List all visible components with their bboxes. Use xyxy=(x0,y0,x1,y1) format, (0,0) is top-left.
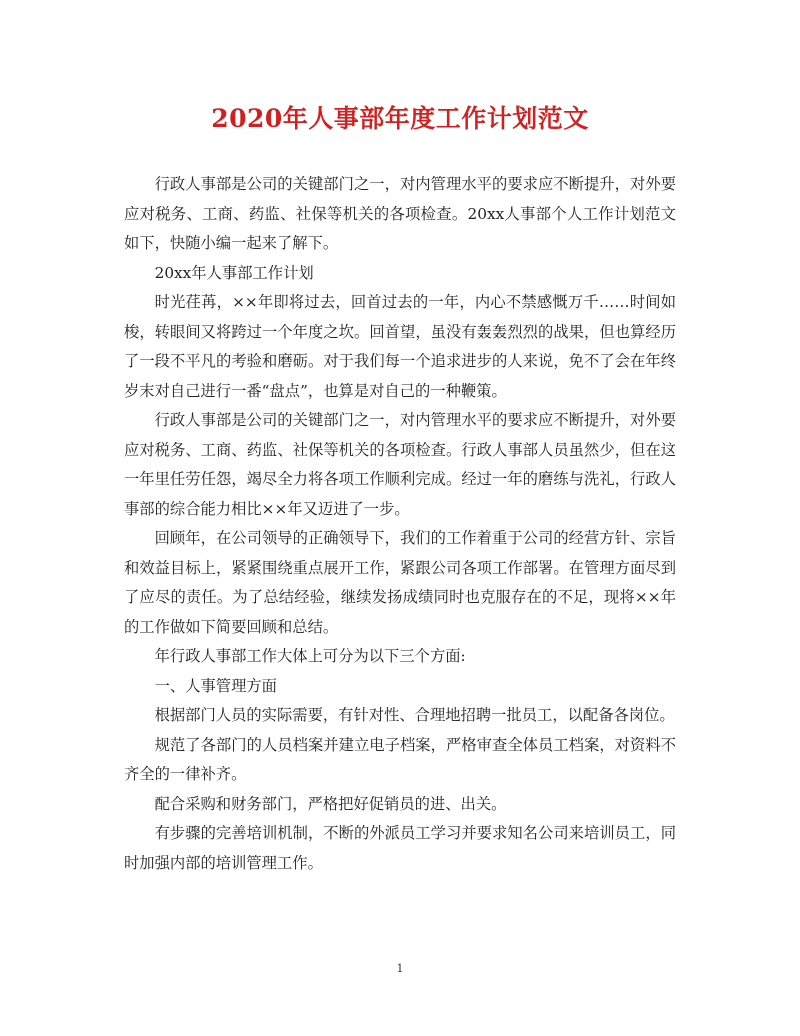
paragraph-reflection: 时光荏苒，××年即将过去，回首过去的一年，内心不禁感慨万千……时间如梭，转眼间又将跨过一个年度之坎。回首望，虽没有轰轰烈烈的战果，但也算经历了一段不平凡的考验和磨砺。对于我们每一个追求进步的人来说，免不了会在年终岁末对自己进行一番“盘点”，也算是对自己的一种鞭策。 xyxy=(124,293,676,400)
section-heading-hr-management: 一、人事管理方面 xyxy=(154,676,277,695)
paragraph-training: 有步骤的完善培训机制，不断的外派员工学习并要求知名公司来培训员工，同时加强内部的培训管理工作。 xyxy=(124,824,676,872)
paragraph-plan-heading: 20xx年人事部工作计划 xyxy=(154,263,314,282)
paragraph-department-role: 行政人事部是公司的关键部门之一，对内管理水平的要求应不断提升，对外要应对税务、工商、药监、社保等机关的各项检查。行政人事部人员虽然少，但在这一年里任劳任怨，竭尽全力将各项工作顺利完成。经过一年的磨练与洗礼，行政人事部的综合能力相比××年又迈进了一步。 xyxy=(124,411,676,518)
page-number: 1 xyxy=(396,962,404,975)
paragraph-intro: 行政人事部是公司的关键部门之一，对内管理水平的要求应不断提升，对外要应对税务、工商、药监、社保等机关的各项检查。20xx人事部个人工作计划范文如下，快随小编一起来了解下。 xyxy=(124,175,676,252)
paragraph-three-aspects: 年行政人事部工作大体上可分为以下三个方面: xyxy=(154,647,466,665)
paragraph-review: 回顾年，在公司领导的正确领导下，我们的工作着重于公司的经营方针、宗旨和效益目标上，紧紧围绕重点展开工作，紧跟公司各项工作部署。在管理方面尽到了应尽的责任。为了总结经验，继续发扬成绩同时也克服存在的不足，现将××年的工作做如下简要回顾和总结。 xyxy=(124,529,676,636)
paragraph-recruitment: 根据部门人员的实际需要，有针对性、合理地招聘一批员工，以配备各岗位。 xyxy=(154,706,675,724)
document-body xyxy=(124,170,676,878)
document-title: 2020年人事部年度工作计划范文 xyxy=(211,104,589,133)
paragraph-promoter-control: 配合采购和财务部门，严格把好促销员的进、出关。 xyxy=(154,794,507,813)
paragraph-personnel-files: 规范了各部门的人员档案并建立电子档案，严格审查全体员工档案，对资料不齐全的一律补齐。 xyxy=(124,735,676,783)
